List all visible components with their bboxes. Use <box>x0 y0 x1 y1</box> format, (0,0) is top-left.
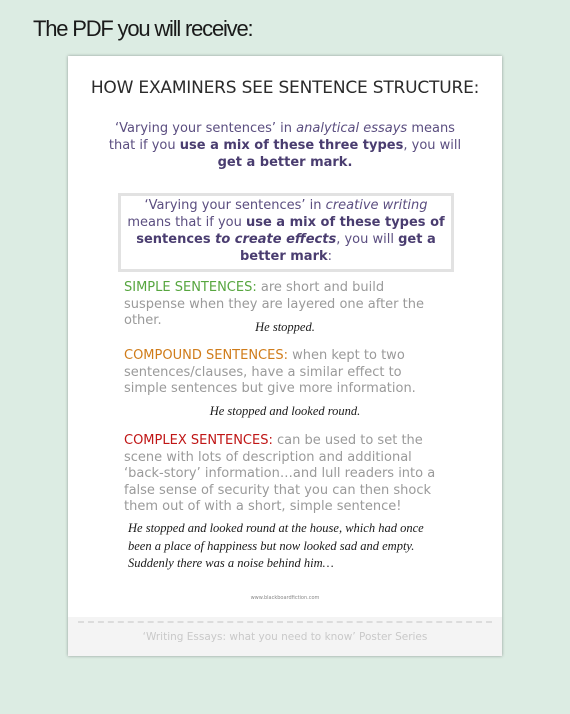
highlight-box <box>118 193 454 272</box>
footer-series-title: ‘Writing Essays: what you need to know’ Poster Series <box>142 631 428 643</box>
compound-sentences-label: COMPOUND SENTENCES: <box>124 348 288 363</box>
highlight-box-text: ‘Varying your sentences’ in creative writing means that if you use a mix of these types of sentences to create effects, you will get a better mark: <box>127 198 445 264</box>
footer-band <box>68 617 502 656</box>
simple-sentences-label: SIMPLE SENTENCES: <box>124 280 257 295</box>
simple-example: He stopped. <box>255 320 315 334</box>
footer-divider <box>78 621 492 623</box>
document-heading: HOW EXAMINERS SEE SENTENCE STRUCTURE: <box>90 78 480 98</box>
complex-sentences-label: COMPLEX SENTENCES: <box>124 433 273 448</box>
complex-sentences-text: can be used to set the scene with lots of description and additional ‘back-story’ information…and lull readers into a false sense of security that you can then shock them out of with a short, simple sentence! <box>124 433 436 514</box>
compound-sentences-section <box>124 348 444 398</box>
complex-example: He stopped and looked round at the house, which had once been a place of happiness but now looked sad and empty. Suddenly there was a noise behind him… <box>128 521 424 570</box>
simple-sentences-text: are short and build suspense when they are layered one after the other. <box>124 280 424 328</box>
pdf-page <box>68 56 502 656</box>
website-url: www.blackboardfiction.com <box>250 595 320 601</box>
intro-paragraph: ‘Varying your sentences’ in analytical essays means that if you use a mix of these three types, you will get a better mark. <box>108 121 462 170</box>
complex-sentences-section <box>124 433 444 516</box>
compound-example: He stopped and looked round. <box>209 404 361 418</box>
header-title: The PDF you will receive: <box>33 16 253 41</box>
compound-sentences-text: when kept to two sentences/clauses, have a similar effect to simple sentences but give more information. <box>124 348 416 396</box>
